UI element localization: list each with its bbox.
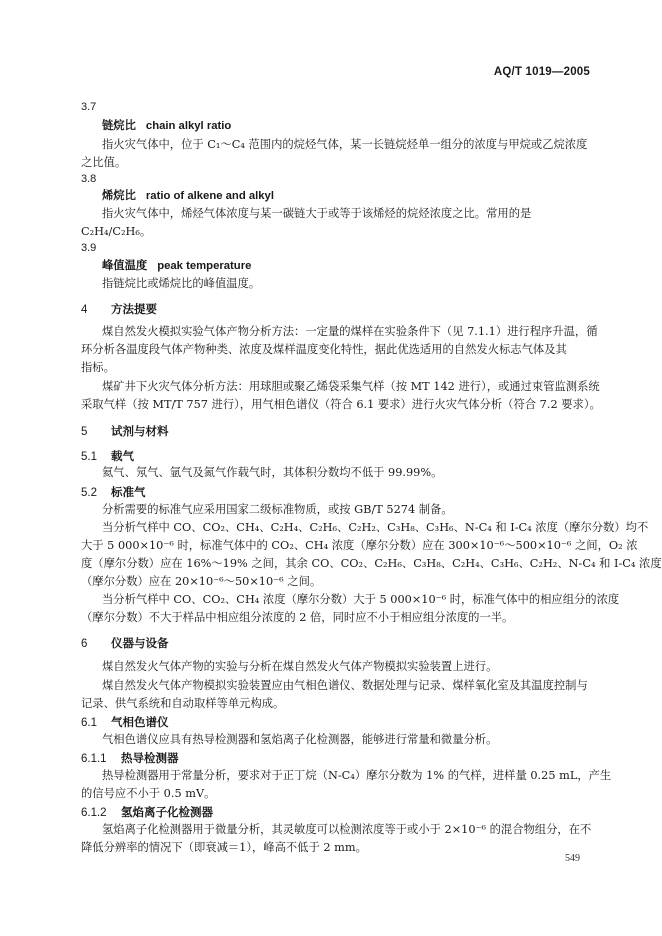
clause-number-3-7: 3.7 bbox=[81, 101, 97, 113]
paragraph-line: 气相色谱仪应具有热导检测器和氢焰离子化检测器，能够进行常量和微量分析。 bbox=[102, 733, 498, 746]
paragraph-line: 指标。 bbox=[81, 361, 115, 374]
term-en: peak temperature bbox=[157, 260, 252, 272]
definition-line: 之比值。 bbox=[81, 156, 127, 169]
subsection-title: 载气 bbox=[111, 449, 134, 463]
term-cn: 峰值温度 bbox=[102, 259, 148, 272]
subsection-heading-5-1 bbox=[81, 449, 591, 464]
section-heading-4 bbox=[81, 302, 591, 317]
section-title: 试剂与材料 bbox=[111, 424, 169, 438]
paragraph-line: 热导检测器用于常量分析，要求对于正丁烷（N-C₄）摩尔分数为 1% 的气样，进样量 0.25 mL，产生 bbox=[102, 769, 612, 782]
term-3-9 bbox=[102, 259, 612, 273]
paragraph-line: 当分析气样中 CO、CO₂、CH₄ 浓度（摩尔分数）大于 5 000×10⁻⁶ 时，标准气体中的相应组分的浓度 bbox=[102, 593, 620, 606]
section-heading-6 bbox=[81, 636, 591, 651]
subsection-number: 6.1.1 bbox=[81, 753, 107, 765]
paragraph-line: （摩尔分数）不大于样品中相应组分浓度的 2 倍，同时应不小于相应组分浓度的一半。 bbox=[81, 611, 514, 624]
paragraph-line: 记录、供气系统和自动取样等单元构成。 bbox=[81, 697, 285, 710]
term-3-8 bbox=[102, 189, 612, 203]
subsection-title: 热导检测器 bbox=[121, 751, 179, 765]
section-title: 方法提要 bbox=[111, 302, 157, 316]
section-number: 4 bbox=[81, 304, 88, 316]
paragraph-line: 采取气样（按 MT/T 757 进行），用气相色谱仪（符合 6.1 要求）进行火灾气体分析（符合 7.2 要求）。 bbox=[81, 398, 601, 411]
subsection-number: 5.1 bbox=[81, 451, 97, 463]
paragraph-line: 分析需要的标准气应采用国家二级标准物质，或按 GB/T 5274 制备。 bbox=[102, 503, 453, 516]
paragraph-line: 煤矿井下火灾气体分析方法：用球胆或聚乙烯袋采集气样（按 MT 142 进行），或通过束管监测系统 bbox=[102, 380, 600, 393]
definition-line: 指火灾气体中，烯烃气体浓度与某一碳链大于或等于该烯烃的烷烃浓度之比。常用的是 bbox=[102, 207, 532, 220]
paragraph-line: 大于 5 000×10⁻⁶ 时，标准气体中的 CO₂、CH₄ 浓度（摩尔分数）应在 300×10⁻⁶～500×10⁻⁶ 之间，O₂ 浓 bbox=[81, 539, 638, 552]
section-number: 6 bbox=[81, 638, 88, 650]
subsection-heading-6-1-2 bbox=[81, 805, 591, 820]
clause-number-3-9: 3.9 bbox=[81, 242, 97, 254]
term-en: ratio of alkene and alkyl bbox=[145, 190, 274, 202]
paragraph-line: 氢焰离子化检测器用于微量分析，其灵敏度可以检测浓度等于或小于 2×10⁻⁶ 的混合物组分，在不 bbox=[102, 823, 592, 836]
subsection-number: 6.1 bbox=[81, 717, 97, 729]
section-number: 5 bbox=[81, 426, 88, 438]
section-title: 仪器与设备 bbox=[111, 636, 169, 650]
paragraph-line: 煤自然发火气体产物的实验与分析在煤自然发火气体产物模拟实验装置上进行。 bbox=[102, 660, 498, 673]
paragraph-line: 环分析各温度段气体产物种类、浓度及煤样温度变化特性，据此优选适用的自然发火标志气体及其 bbox=[81, 343, 567, 356]
paragraph-line: 煤自然发火模拟实验气体产物分析方法：一定量的煤样在实验条件下（见 7.1.1）进行程序升温，循 bbox=[102, 325, 598, 338]
section-heading-5 bbox=[81, 424, 591, 439]
paragraph-line: 度（摩尔分数）应在 16%～19% 之间，其余 CO、CO₂、C₂H₆、C₃H₈、C₂H₄、C₃H₆、C₂H₂、N-C₄ 和 I-C₄ 浓度 bbox=[81, 557, 662, 570]
paragraph-line: 煤自然发火气体产物模拟实验装置应由气相色谱仪、数据处理与记录、煤样氧化室及其温度控制与 bbox=[102, 679, 588, 692]
clause-number-3-8: 3.8 bbox=[81, 173, 97, 185]
subsection-heading-6-1 bbox=[81, 715, 591, 730]
paragraph-line: （摩尔分数）应在 20×10⁻⁶～50×10⁻⁶ 之间。 bbox=[81, 575, 322, 588]
subsection-title: 氢焰离子化检测器 bbox=[121, 805, 213, 819]
subsection-heading-6-1-1 bbox=[81, 751, 591, 766]
paragraph-line: 降低分辨率的情况下（即衰减＝1），峰高不低于 2 mm。 bbox=[81, 841, 367, 854]
definition-line: 指火灾气体中，位于 C₁～C₄ 范围内的烷烃气体，某一长链烷烃单一组分的浓度与甲烷或乙烷浓度 bbox=[102, 138, 588, 151]
subsection-number: 6.1.2 bbox=[81, 807, 107, 819]
standard-number-header: AQ/T 1019—2005 bbox=[493, 66, 590, 78]
paragraph-line: 的信号应不小于 0.5 mV。 bbox=[81, 787, 216, 800]
subsection-number: 5.2 bbox=[81, 487, 97, 499]
paragraph-line: 当分析气样中 CO、CO₂、CH₄、C₂H₄、C₂H₆、C₂H₂、C₃H₈、C₃H₆、N-C₄ 和 I-C₄ 浓度（摩尔分数）均不 bbox=[102, 521, 649, 534]
paragraph-line: 氦气、氖气、氩气及氮气作载气时，其体积分数均不低于 99.99%。 bbox=[102, 466, 443, 479]
term-cn: 链烷比 bbox=[102, 119, 136, 132]
term-cn: 烯烷比 bbox=[102, 189, 136, 202]
definition-line: 指链烷比或烯烷比的峰值温度。 bbox=[102, 277, 261, 290]
definition-line: C₂H₄/C₂H₆。 bbox=[81, 225, 152, 238]
page-number: 549 bbox=[565, 853, 580, 864]
term-3-7 bbox=[102, 119, 612, 133]
term-en: chain alkyl ratio bbox=[145, 120, 232, 132]
subsection-heading-5-2 bbox=[81, 485, 591, 500]
subsection-title: 标准气 bbox=[111, 485, 146, 499]
subsection-title: 气相色谱仪 bbox=[111, 715, 169, 729]
